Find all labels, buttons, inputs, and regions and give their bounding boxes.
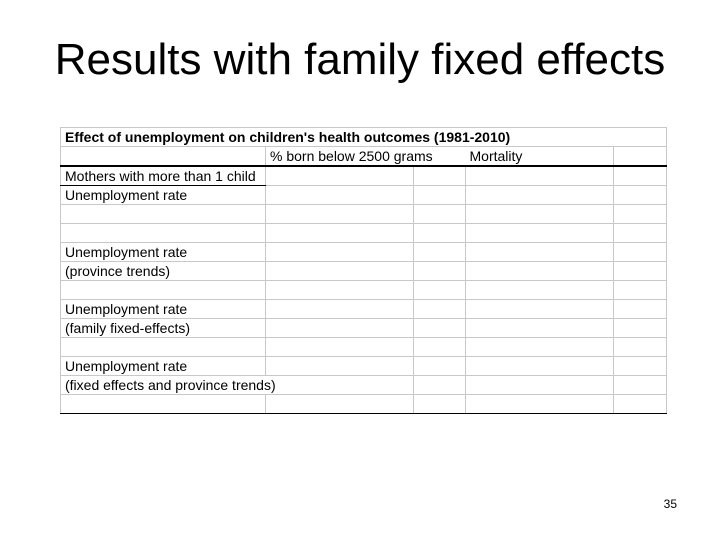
table-cell bbox=[266, 224, 414, 243]
table-cell bbox=[266, 281, 414, 300]
table-cell bbox=[466, 319, 614, 338]
table-cell bbox=[414, 224, 466, 243]
column-header-mortality: Mortality bbox=[466, 147, 614, 167]
table-cell bbox=[61, 281, 266, 300]
table-cell bbox=[266, 166, 414, 186]
table-cell bbox=[466, 338, 614, 357]
table-cell bbox=[466, 224, 614, 243]
table-cell bbox=[414, 281, 466, 300]
table-cell bbox=[466, 395, 614, 414]
table-cell bbox=[414, 262, 466, 281]
table-cell bbox=[466, 205, 614, 224]
table-cell bbox=[266, 357, 414, 376]
table-cell bbox=[61, 205, 266, 224]
table-row bbox=[61, 205, 667, 224]
table-cell bbox=[414, 186, 466, 205]
table-cell bbox=[614, 395, 667, 414]
table-row bbox=[61, 395, 667, 414]
table-cell bbox=[61, 147, 266, 167]
table-cell bbox=[614, 319, 667, 338]
table-row bbox=[61, 357, 667, 376]
table-row bbox=[61, 376, 667, 395]
table-cell bbox=[614, 147, 667, 167]
table-cell bbox=[61, 338, 266, 357]
row-label: Unemployment rate bbox=[61, 300, 266, 319]
table-row bbox=[61, 128, 667, 147]
slide-title: Results with family fixed effects bbox=[54, 35, 666, 84]
table-cell bbox=[614, 166, 667, 186]
table-cell bbox=[614, 338, 667, 357]
page-number: 35 bbox=[663, 497, 677, 511]
table-cell bbox=[466, 357, 614, 376]
table-row bbox=[61, 186, 667, 205]
table-cell bbox=[266, 338, 414, 357]
table-cell bbox=[466, 376, 614, 395]
table-row bbox=[61, 166, 667, 186]
table-cell bbox=[266, 186, 414, 205]
table-cell bbox=[466, 186, 614, 205]
table-row bbox=[61, 281, 667, 300]
row-label: Unemployment rate bbox=[61, 186, 266, 205]
table-cell bbox=[614, 243, 667, 262]
table-cell bbox=[614, 357, 667, 376]
table-cell bbox=[414, 205, 466, 224]
table-cell bbox=[414, 357, 466, 376]
table-row bbox=[61, 319, 667, 338]
row-label: (family fixed-effects) bbox=[61, 319, 266, 338]
column-header-low-birth-weight: % born below 2500 grams bbox=[266, 147, 466, 167]
table-subheading: Mothers with more than 1 child bbox=[61, 166, 266, 186]
table-row bbox=[61, 243, 667, 262]
table-cell bbox=[614, 205, 667, 224]
table-cell bbox=[466, 300, 614, 319]
table-cell bbox=[414, 376, 466, 395]
row-label: Unemployment rate bbox=[61, 243, 266, 262]
table-cell bbox=[266, 300, 414, 319]
table-cell bbox=[614, 128, 667, 147]
table-cell bbox=[414, 243, 466, 262]
spreadsheet-grid bbox=[60, 127, 667, 414]
table-cell bbox=[466, 243, 614, 262]
table-row bbox=[61, 338, 667, 357]
table-cell bbox=[466, 281, 614, 300]
table-cell bbox=[614, 224, 667, 243]
table-cell bbox=[61, 224, 266, 243]
row-label: Unemployment rate bbox=[61, 357, 266, 376]
table-cell bbox=[614, 262, 667, 281]
row-label: (province trends) bbox=[61, 262, 266, 281]
table-cell bbox=[266, 262, 414, 281]
table-cell bbox=[414, 300, 466, 319]
table-cell bbox=[61, 395, 266, 414]
table-cell bbox=[266, 319, 414, 338]
table-row bbox=[61, 224, 667, 243]
table-cell bbox=[414, 166, 466, 186]
table-cell bbox=[466, 262, 614, 281]
table-cell bbox=[614, 376, 667, 395]
table-cell bbox=[266, 395, 414, 414]
table-cell bbox=[614, 281, 667, 300]
row-label: (fixed effects and province trends) bbox=[61, 376, 266, 395]
table-cell bbox=[266, 205, 414, 224]
table-cell bbox=[414, 395, 466, 414]
table-cell bbox=[614, 186, 667, 205]
table-row bbox=[61, 147, 667, 167]
results-table bbox=[60, 127, 666, 426]
table-row bbox=[61, 300, 667, 319]
table-cell bbox=[614, 300, 667, 319]
table-cell bbox=[266, 376, 414, 395]
table-cell bbox=[266, 243, 414, 262]
table-caption: Effect of unemployment on children's health outcomes (1981-2010) bbox=[61, 128, 614, 147]
table-cell bbox=[466, 166, 614, 186]
table-cell bbox=[414, 319, 466, 338]
table-cell bbox=[414, 338, 466, 357]
table-row bbox=[61, 262, 667, 281]
